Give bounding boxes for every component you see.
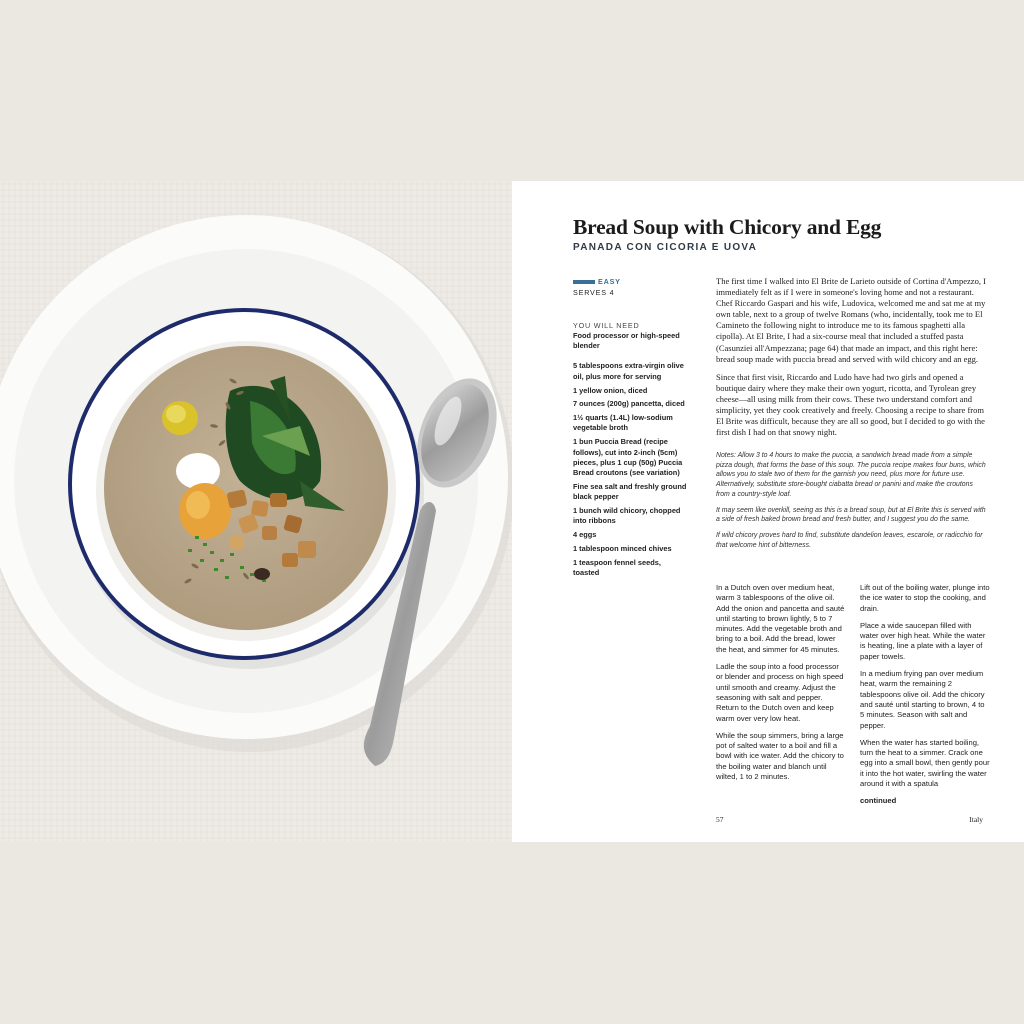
ingredient-list: [573, 361, 688, 578]
method-step: In a Dutch oven over medium heat, warm 3 tablespoons of the olive oil. Add the onion and pancetta and sauté until starting to brown lightly, 5 to 7 minutes. Add the vegetable broth and bring to a boil. Add the bread, lower the heat, and simmer for 45 minutes.: [716, 583, 845, 654]
recipe-intro: [716, 276, 988, 445]
recipe-page: [512, 181, 1024, 842]
method-column-1: [716, 583, 846, 789]
ingredient-item: 1½ quarts (1.4L) low-sodium vegetable broth: [573, 413, 673, 433]
note-paragraph: If wild chicory proves hard to find, substitute dandelion leaves, escarole, or radicchio for that welcome hint of bitterness.: [716, 531, 983, 549]
intro-paragraph: The first time I walked into El Brite de Larieto outside of Cortina d'Ampezzo, I immediately felt as if I were in someone's loving home and not a restaurant. Chef Riccardo Gaspari and his wife, Ludovica, welcomed me and sat me at my own table, next to a group of twelve Romans (who, incidentally, took me to El Camineto the following night to introduce me to its famous spaghetti alla cipolla). At El Brite, I had a six-course meal that included a stuffed pasta (Casunziei all'Ampezzana; page 64) that made an impact, and this right here: bread soup made with puccia bread and served with wild chicory and an egg.: [716, 276, 986, 364]
section-name: Italy: [969, 815, 983, 824]
ingredient-item: 4 eggs: [573, 530, 597, 540]
method-step: Ladle the soup into a food processor or blender and process on high speed until smooth and creamy. Adjust the seasoning with salt and pepper. Return to the Dutch oven and keep warm over very low heat.: [716, 662, 844, 723]
page-number: 57: [716, 815, 724, 824]
difficulty-bar: [573, 280, 595, 284]
ingredient-item: 1 bun Puccia Bread (recipe follows), cut into 2-inch (5cm) pieces, plus 1 cup (50g) Puccia Bread croutons (see variation): [573, 437, 683, 478]
recipe-subtitle: PANADA CON CICORIA E UOVA: [573, 242, 758, 253]
serves-label: SERVES 4: [573, 288, 615, 298]
ingredient-item: 1 tablespoon minced chives: [573, 543, 672, 553]
ingredient-item: 1 yellow onion, diced: [573, 385, 648, 395]
soup-bowl-icon: [0, 181, 512, 842]
method-step: Place a wide saucepan filled with water over high heat. While the water is heating, line a plate with a layer of paper towels.: [860, 620, 986, 661]
ingredient-item: 5 tablespoons extra-virgin olive oil, plus more for serving: [573, 361, 684, 381]
equipment-item: Food processor or high-speed blender: [573, 330, 680, 351]
ingredient-item: 7 ounces (200g) pancetta, diced: [573, 399, 685, 409]
recipe-title: Bread Soup with Chicory and Egg: [573, 215, 882, 239]
method-step: Lift out of the boiling water, plunge into the ice water to stop the cooking, and drain.: [860, 583, 990, 613]
food-photo: [0, 181, 512, 842]
difficulty-label: EASY: [598, 277, 621, 286]
ingredient-item: Fine sea salt and freshly ground black pepper: [573, 481, 687, 502]
intro-paragraph: Since that first visit, Riccardo and Ludo have had two girls and opened a boutique dairy where they make their own yogurt, ricotta, and Tyrolean grey cheese—all using milk from their cows. These two understand comfort and simplicity, yet they cook creatively and freely. Choosing a recipe to share from El Brite was difficult, because they are all so good, but I decided to go with the first dish I had on that snowy night.: [716, 371, 985, 438]
method-step: In a medium frying pan over medium heat, warm the remaining 2 tablespoons olive oil. Add the chicory and sauté until starting to brown, 4 to 5 minutes. Season with salt and pepper.: [860, 669, 985, 730]
recipe-notes: [716, 451, 988, 556]
note-paragraph: Notes: Allow 3 to 4 hours to make the puccia, a sandwich bread made from a simple pizza dough, that forms the base of this soup. The puccia recipe makes four buns, which allows you to stale two of them for the garnish you need, plus more for future use. Alternatively, substitute store-bought ciabatta bread or panini and make the croutons from a country-style loaf.: [716, 452, 986, 498]
ingredient-item: 1 bunch wild chicory, chopped into ribbons: [573, 506, 681, 526]
you-will-need-heading: YOU WILL NEED: [573, 320, 640, 330]
method-step: When the water has started boiling, turn the heat to a simmer. Crack one egg into a small bowl, then gently pour it into the hot water, swirling the water around it with a spatula: [860, 737, 990, 789]
method-column-2: [860, 583, 990, 814]
method-step: While the soup simmers, bring a large pot of salted water to a boil and fill a bowl with ice water. Add the chicory to the boiling water and blanch until wilted, 1 to 2 minutes.: [716, 730, 844, 782]
continued-label: continued: [860, 796, 897, 806]
ingredient-item: 1 teaspoon fennel seeds, toasted: [573, 557, 661, 578]
note-paragraph: It may seem like overkill, seeing as this is a bread soup, but at El Brite this is served with a side of fresh baked brown bread and fresh butter, and I suggest you do the same.: [716, 506, 986, 524]
difficulty-row: [573, 277, 688, 287]
recipe-sidebar: [573, 277, 688, 582]
